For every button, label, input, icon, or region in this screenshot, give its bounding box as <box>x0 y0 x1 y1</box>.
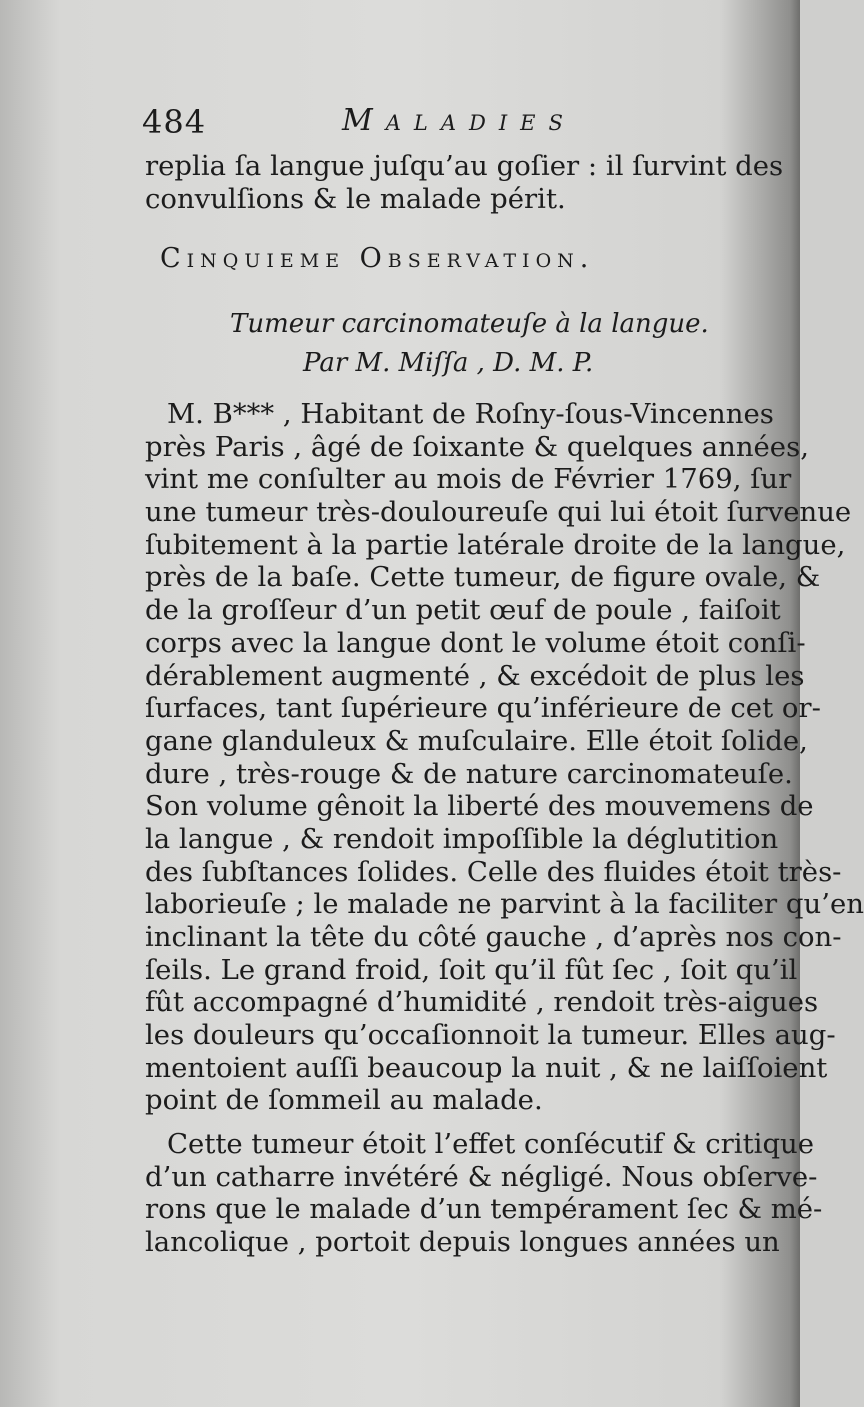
text-line: mentoient auſſi beaucoup la nuit , & ne laiſſoient <box>145 1051 828 1084</box>
text-line: rons que le malade d’un tempérament ſec & mé- <box>145 1193 823 1226</box>
text-line: convulſions & le malade périt. <box>145 182 566 215</box>
text-line: point de ſommeil au malade. <box>145 1084 543 1117</box>
text-line: dure , très-rouge & de nature carcinomateuſe. <box>145 757 793 790</box>
text-line: les douleurs qu’occaſionnoit la tumeur. Elles aug- <box>145 1019 836 1052</box>
text-line: replia ſa langue juſqu’au goſier : il ſurvint des <box>145 150 784 182</box>
continuation-text <box>145 150 784 215</box>
text-line: Cette tumeur étoit l’effet conſécutif & critique <box>167 1128 815 1160</box>
text-line: d’un catharre invétéré & négligé. Nous obſerve- <box>145 1160 818 1193</box>
observation-subtitle: Tumeur carcinomateuſe à la langue. <box>230 309 709 339</box>
text-line: près Paris , âgé de ſoixante & quelques années, <box>145 430 809 463</box>
page-number: 484 <box>142 103 207 141</box>
text-line: laborieuſe ; le malade ne parvint à la faciliter qu’en <box>145 888 864 921</box>
observation-heading: Cinquieme Observation. <box>160 243 595 274</box>
text-line: ſurfaces, tant ſupérieure qu’inférieure de cet or- <box>145 692 821 725</box>
paragraph-2 <box>145 1128 823 1259</box>
text-line: M. B*** , Habitant de Roſny-ſous-Vincennes <box>167 398 774 430</box>
running-head: Maladies <box>342 103 576 138</box>
text-line: des ſubſtances ſolides. Celle des fluides étoit très- <box>145 855 842 888</box>
text-line: dérablement augmenté , & excédoit de plus les <box>145 659 805 692</box>
paragraph-1 <box>145 398 864 1117</box>
text-line: près de la baſe. Cette tumeur, de figure ovale, & <box>145 561 821 594</box>
text-line: gane glanduleux & muſculaire. Elle étoit ſolide, <box>145 724 808 757</box>
text-line: la langue , & rendoit impoſſible la déglutition <box>145 822 779 855</box>
text-line: vint me conſulter au mois de Février 1769, ſur <box>145 463 792 496</box>
text-line: Son volume gênoit la liberté des mouvemens de <box>145 790 814 823</box>
text-line: fût accompagné d’humidité , rendoit très-aigues <box>145 986 819 1019</box>
observation-byline: Par M. Miſſa , D. M. P. <box>303 348 594 378</box>
text-line: ſubitement à la partie latérale droite de la langue, <box>145 528 846 561</box>
page-header <box>142 103 767 149</box>
text-line: une tumeur très-douloureuſe qui lui étoit ſurvenue <box>145 496 852 529</box>
text-line: inclinant la tête du côté gauche , d’après nos con- <box>145 921 842 953</box>
text-line: lancolique , portoit depuis longues années un <box>145 1226 780 1259</box>
text-line: de la groſſeur d’un petit œuf de poule , faiſoit <box>145 594 781 627</box>
text-line: corps avec la langue dont le volume étoit conſi- <box>145 626 806 659</box>
text-line: ſeils. Le grand froid, ſoit qu’il fût ſec , ſoit qu’il <box>145 953 798 986</box>
